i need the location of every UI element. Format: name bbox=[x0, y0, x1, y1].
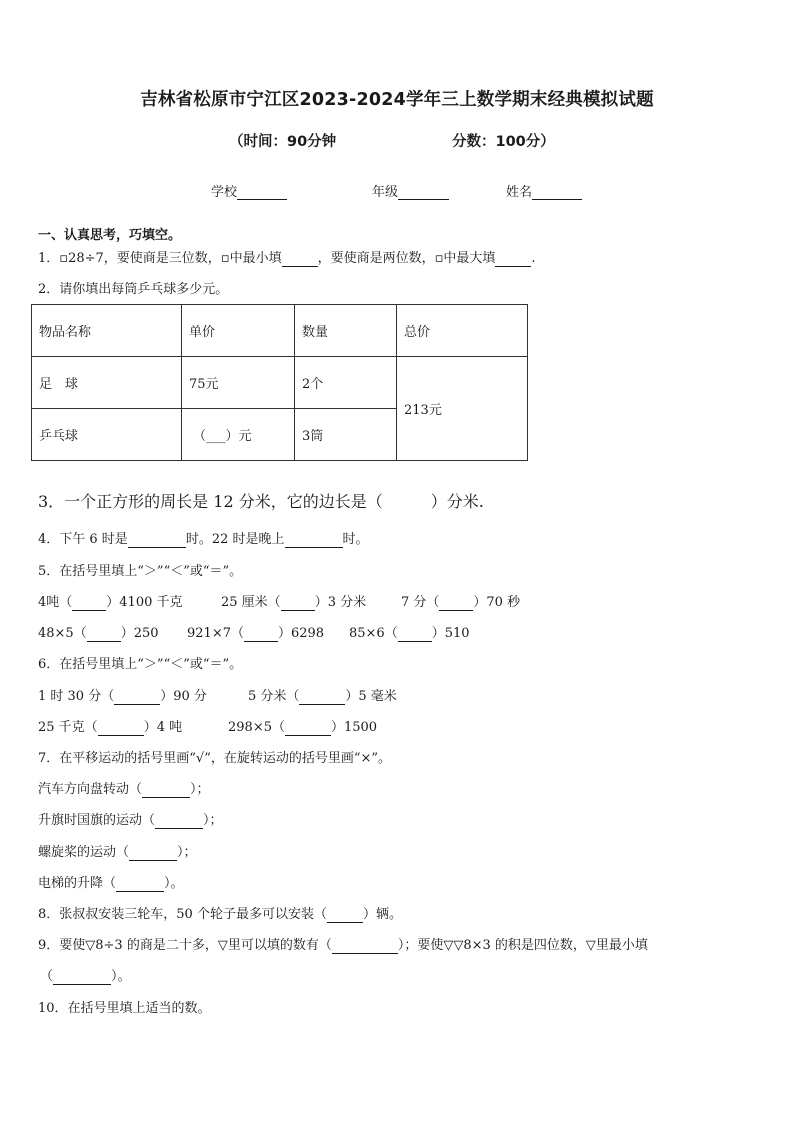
q5-item: 7 分（ bbox=[401, 595, 440, 610]
q6-row-2 bbox=[38, 720, 182, 736]
q9-text-a: 9．要使▽8÷3 的商是二十多，▽里可以填的数有（ bbox=[38, 938, 332, 953]
q9-text-d: ）。 bbox=[111, 969, 131, 984]
q4-text-b: 时。22 时是晚上 bbox=[185, 532, 285, 547]
table-total-cell: 213元 bbox=[397, 357, 528, 461]
q5-blank[interactable] bbox=[398, 627, 432, 642]
q5-blank[interactable] bbox=[72, 596, 106, 611]
q1-blank-1[interactable] bbox=[282, 252, 318, 267]
table-header-cell: 单价 bbox=[182, 305, 295, 357]
q7-item bbox=[38, 782, 210, 798]
q5-item: 48×5（ bbox=[38, 626, 87, 641]
name-blank[interactable] bbox=[532, 185, 582, 200]
q5-item: 4吨（ bbox=[38, 595, 73, 610]
q7-item-end: ）； bbox=[203, 813, 223, 828]
table-cell: 乒乓球 bbox=[32, 409, 182, 461]
table-cell: 2个 bbox=[295, 357, 397, 409]
q5-item: ）6298 bbox=[277, 626, 325, 641]
q6-item: ）1500 bbox=[330, 720, 378, 735]
q1-text-b: ，要使商是两位数，▫中最大填 bbox=[317, 251, 496, 266]
q8-blank[interactable] bbox=[327, 908, 363, 923]
q7-item bbox=[38, 876, 184, 892]
q5-blank[interactable] bbox=[87, 627, 121, 642]
q4-text-a: 4．下午 6 时是 bbox=[38, 532, 128, 547]
question-7: 7．在平移运动的括号里画“√”，在旋转运动的括号里画“×”。 bbox=[38, 751, 392, 766]
q5-blank[interactable] bbox=[439, 596, 473, 611]
name-field bbox=[506, 181, 582, 200]
q4-text-c: 时。 bbox=[342, 532, 369, 547]
grade-blank[interactable] bbox=[398, 185, 449, 200]
q7-item-text: 汽车方向盘转动（ bbox=[38, 782, 143, 797]
q1-text-a: 1．▫28÷7，要使商是三位数，▫中最小填 bbox=[38, 251, 282, 266]
q5-row-1-b bbox=[221, 595, 366, 611]
q5-item: 85×6（ bbox=[349, 626, 398, 641]
q8-text-a: 8．张叔叔安装三轮车，50 个轮子最多可以安装（ bbox=[38, 907, 327, 922]
question-1 bbox=[38, 251, 536, 267]
exam-score: 分数：100分） bbox=[452, 134, 555, 150]
q5-blank[interactable] bbox=[281, 596, 315, 611]
table-row bbox=[32, 357, 528, 409]
q5-item: ）4100 千克 bbox=[106, 595, 183, 610]
q5-item: 921×7（ bbox=[187, 626, 244, 641]
table-header-row bbox=[32, 305, 528, 357]
q6-blank[interactable] bbox=[285, 721, 331, 736]
q6-row-1-b bbox=[248, 689, 397, 705]
q1-text-c: . bbox=[531, 251, 536, 266]
question-2: 2．请你填出每筒乒乓球多少元。 bbox=[38, 282, 229, 297]
q6-row-1 bbox=[38, 689, 207, 705]
q7-item-end: ）； bbox=[190, 782, 210, 797]
q5-item: ）70 秒 bbox=[473, 595, 521, 610]
table-header-cell: 总价 bbox=[397, 305, 528, 357]
q5-item: 25 厘米（ bbox=[221, 595, 281, 610]
q3-text-a: 3．一个正方形的周长是 12 分米，它的边长是（ bbox=[38, 492, 383, 511]
q5-blank[interactable] bbox=[244, 627, 278, 642]
q5-row-1-c bbox=[401, 595, 520, 611]
q5-row-2 bbox=[38, 626, 159, 642]
q7-blank[interactable] bbox=[155, 814, 203, 829]
table-cell-answer[interactable]: （___）元 bbox=[182, 409, 295, 461]
q6-blank[interactable] bbox=[114, 690, 160, 705]
table-header-cell: 数量 bbox=[295, 305, 397, 357]
price-table bbox=[31, 304, 528, 461]
question-9-cont bbox=[40, 969, 131, 985]
q1-blank-2[interactable] bbox=[495, 252, 531, 267]
q7-item-end: ）。 bbox=[164, 876, 184, 891]
q7-item-text: 电梯的升降（ bbox=[38, 876, 117, 891]
q6-blank[interactable] bbox=[98, 721, 144, 736]
q7-item-text: 升旗时国旗的运动（ bbox=[38, 813, 156, 828]
section-title: 一、认真思考，巧填空。 bbox=[38, 228, 182, 243]
question-3 bbox=[38, 494, 484, 510]
school-field bbox=[211, 181, 287, 200]
q5-row-2-c bbox=[349, 626, 470, 642]
table-cell: 足 球 bbox=[32, 357, 182, 409]
q6-item: 1 时 30 分（ bbox=[38, 689, 115, 704]
q9-blank-2[interactable] bbox=[53, 970, 111, 985]
question-4 bbox=[38, 532, 369, 548]
grade-field bbox=[372, 181, 449, 200]
q5-item: ）250 bbox=[120, 626, 159, 641]
q8-text-b: ）辆。 bbox=[362, 907, 402, 922]
q7-item-text: 螺旋桨的运动（ bbox=[38, 845, 130, 860]
q6-item: ）90 分 bbox=[160, 689, 207, 704]
q4-blank-1[interactable] bbox=[128, 533, 186, 548]
q5-item: ）510 bbox=[431, 626, 470, 641]
school-blank[interactable] bbox=[237, 185, 287, 200]
table-cell: 3筒 bbox=[295, 409, 397, 461]
q7-item-end: ）； bbox=[177, 845, 197, 860]
q5-row-2-b bbox=[187, 626, 324, 642]
grade-label: 年级 bbox=[372, 185, 399, 200]
q9-blank-1[interactable] bbox=[332, 939, 398, 954]
question-8 bbox=[38, 907, 402, 923]
q7-item bbox=[38, 813, 223, 829]
q6-blank[interactable] bbox=[299, 690, 345, 705]
q6-item: 298×5（ bbox=[228, 720, 285, 735]
school-label: 学校 bbox=[211, 185, 238, 200]
q7-blank[interactable] bbox=[116, 877, 164, 892]
q4-blank-2[interactable] bbox=[285, 533, 343, 548]
question-6: 6．在括号里填上“＞”“＜”或“＝”。 bbox=[38, 657, 243, 672]
name-label: 姓名 bbox=[506, 185, 533, 200]
q5-row-1 bbox=[38, 595, 183, 611]
q9-text-b: ）；要使▽▽8×3 的积是四位数，▽里最小填 bbox=[397, 938, 648, 953]
q7-item bbox=[38, 845, 197, 861]
question-5: 5．在括号里填上“＞”“＜”或“＝”。 bbox=[38, 564, 243, 579]
q6-item: 25 千克（ bbox=[38, 720, 98, 735]
q6-row-2-b bbox=[228, 720, 377, 736]
q6-item: ）4 吨 bbox=[143, 720, 183, 735]
page-title: 吉林省松原市宁江区2023-2024学年三上数学期末经典模拟试题 bbox=[140, 90, 654, 110]
q5-item: ）3 分米 bbox=[314, 595, 367, 610]
q9-text-c: （ bbox=[40, 969, 54, 984]
question-9 bbox=[38, 938, 648, 954]
q6-item: 5 分米（ bbox=[248, 689, 300, 704]
table-header-cell: 物品名称 bbox=[32, 305, 182, 357]
q6-item: ）5 毫米 bbox=[345, 689, 397, 704]
q7-blank[interactable] bbox=[129, 846, 177, 861]
q7-blank[interactable] bbox=[142, 783, 190, 798]
table-cell: 75元 bbox=[182, 357, 295, 409]
exam-time: （时间：90分钟 bbox=[229, 134, 337, 150]
q3-text-b: ）分米. bbox=[430, 492, 484, 511]
question-10: 10．在括号里填上适当的数。 bbox=[38, 1001, 211, 1016]
